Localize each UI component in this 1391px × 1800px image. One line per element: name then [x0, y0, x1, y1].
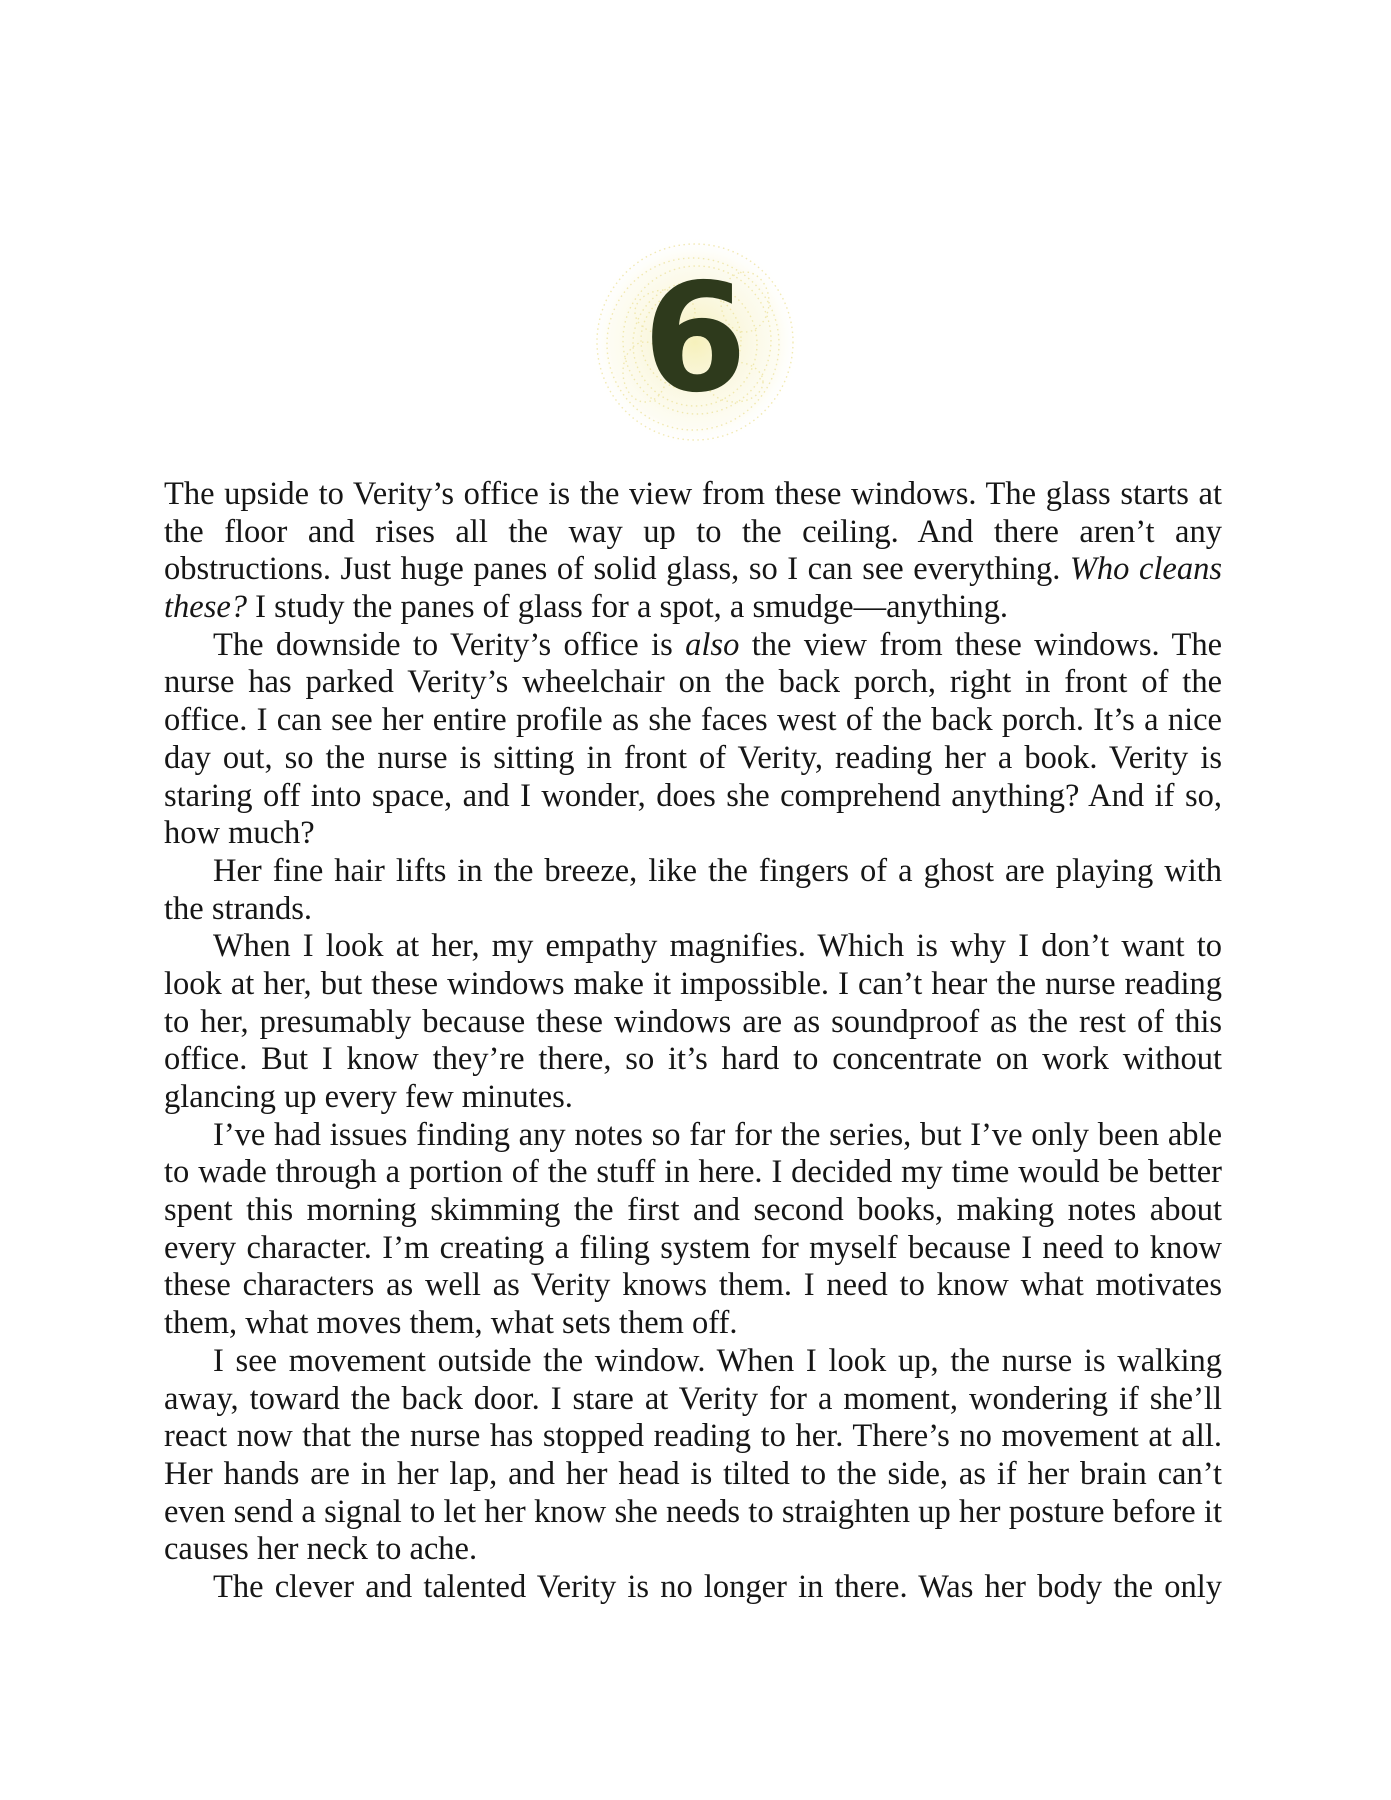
- chapter-number: 6: [642, 252, 748, 426]
- text-line: [164, 1041, 1222, 1079]
- text-line: [164, 1494, 1222, 1532]
- paragraph: [164, 853, 1222, 928]
- text-segment: away, toward the back door. I stare at Verity for a moment, wondering if she’ll: [164, 1380, 1222, 1417]
- chapter-heading: [585, 232, 805, 452]
- text-segment: the floor and rises all the way up to the ceiling. And there aren’t any: [164, 513, 1222, 550]
- text-line: [164, 514, 1222, 552]
- text-segment: these characters as well as Verity knows them. I need to know what motivates: [164, 1267, 1222, 1304]
- text-line: [164, 589, 1222, 627]
- text-segment: The upside to Verity’s office is the view from these windows. The glass starts at: [164, 476, 1222, 512]
- text-segment: spent this morning skimming the first and second books, making notes about: [164, 1192, 1222, 1229]
- text-segment: glancing up every few minutes.: [164, 1079, 573, 1115]
- text-line: [164, 815, 1222, 853]
- paragraph: [164, 1343, 1222, 1569]
- paragraph: [164, 928, 1222, 1116]
- text-line: [164, 1569, 1222, 1607]
- text-segment: When I look at her, my empathy magnifies. Which is why I don’t want to: [213, 928, 1222, 965]
- text-line: [164, 1381, 1222, 1419]
- text-segment: them, what moves them, what sets them off.: [164, 1305, 738, 1342]
- text-segment: The downside to Verity’s office is: [213, 626, 686, 663]
- text-line: [164, 627, 1222, 665]
- text-segment: Her hands are in her lap, and her head is tilted to the side, as if her brain can’t: [164, 1455, 1222, 1492]
- text-line: [164, 778, 1222, 816]
- text-line: [164, 1531, 1222, 1569]
- text-segment: look at her, but these windows make it impossible. I can’t hear the nurse reading: [164, 965, 1222, 1002]
- text-line: [164, 1154, 1222, 1192]
- text-line: [164, 1305, 1222, 1343]
- paragraph: [164, 1117, 1222, 1343]
- text-segment: even send a signal to let her know she needs to straighten up her posture before it: [164, 1493, 1222, 1530]
- text-line: [164, 1418, 1222, 1456]
- text-line: [164, 891, 1222, 929]
- paragraph: [164, 627, 1222, 853]
- text-line: [164, 1456, 1222, 1494]
- text-line: [164, 1079, 1222, 1117]
- paragraph: [164, 1569, 1222, 1607]
- text-line: [164, 966, 1222, 1004]
- text-line: [164, 551, 1222, 589]
- text-segment: react now that the nurse has stopped reading to her. There’s no movement at all.: [164, 1418, 1222, 1455]
- text-line: [164, 928, 1222, 966]
- text-line: [164, 1343, 1222, 1381]
- text-line: [164, 853, 1222, 891]
- text-line: [164, 664, 1222, 702]
- text-line: [164, 1267, 1222, 1305]
- text-segment: staring off into space, and I wonder, does she comprehend anything? And if so,: [164, 777, 1222, 814]
- text-segment: office. But I know they’re there, so it’s hard to concentrate on work without: [164, 1041, 1222, 1078]
- text-segment: causes her neck to ache.: [164, 1531, 478, 1568]
- text-segment: to her, presumably because these windows are as soundproof as the rest of this: [164, 1003, 1222, 1040]
- italic-text: Who cleans: [1069, 551, 1222, 588]
- paragraph: [164, 476, 1222, 627]
- text-segment: obstructions. Just huge panes of solid glass, so I can see everything.: [164, 551, 1070, 588]
- text-segment: every character. I’m creating a filing system for myself because I need to know: [164, 1229, 1222, 1266]
- text-segment: I study the panes of glass for a spot, a smudge—anything.: [247, 589, 1008, 626]
- italic-text: also: [685, 626, 740, 663]
- text-segment: day out, so the nurse is sitting in front of Verity, reading her a book. Verity is: [164, 739, 1222, 776]
- text-line: [164, 1230, 1222, 1268]
- italic-text: these?: [164, 589, 248, 626]
- text-line: [164, 702, 1222, 740]
- text-line: [164, 1004, 1222, 1042]
- text-line: [164, 476, 1222, 514]
- text-segment: the strands.: [164, 890, 313, 927]
- text-segment: Her fine hair lifts in the breeze, like the fingers of a ghost are playing with: [213, 852, 1222, 889]
- text-line: [164, 1192, 1222, 1230]
- text-segment: The clever and talented Verity is no longer in there. Was her body the only: [213, 1568, 1222, 1605]
- text-segment: how much?: [164, 815, 315, 852]
- text-line: [164, 740, 1222, 778]
- text-segment: I’ve had issues finding any notes so far for the series, but I’ve only been able: [213, 1116, 1222, 1153]
- chapter-body: [164, 476, 1222, 1607]
- text-segment: to wade through a portion of the stuff in here. I decided my time would be better: [164, 1154, 1222, 1191]
- text-segment: I see movement outside the window. When I look up, the nurse is walking: [213, 1342, 1222, 1379]
- text-segment: nurse has parked Verity’s wheelchair on the back porch, right in front of the: [164, 664, 1222, 701]
- text-segment: office. I can see her entire profile as she faces west of the back porch. It’s a nice: [164, 702, 1222, 739]
- text-segment: the view from these windows. The: [739, 626, 1222, 663]
- text-line: [164, 1117, 1222, 1155]
